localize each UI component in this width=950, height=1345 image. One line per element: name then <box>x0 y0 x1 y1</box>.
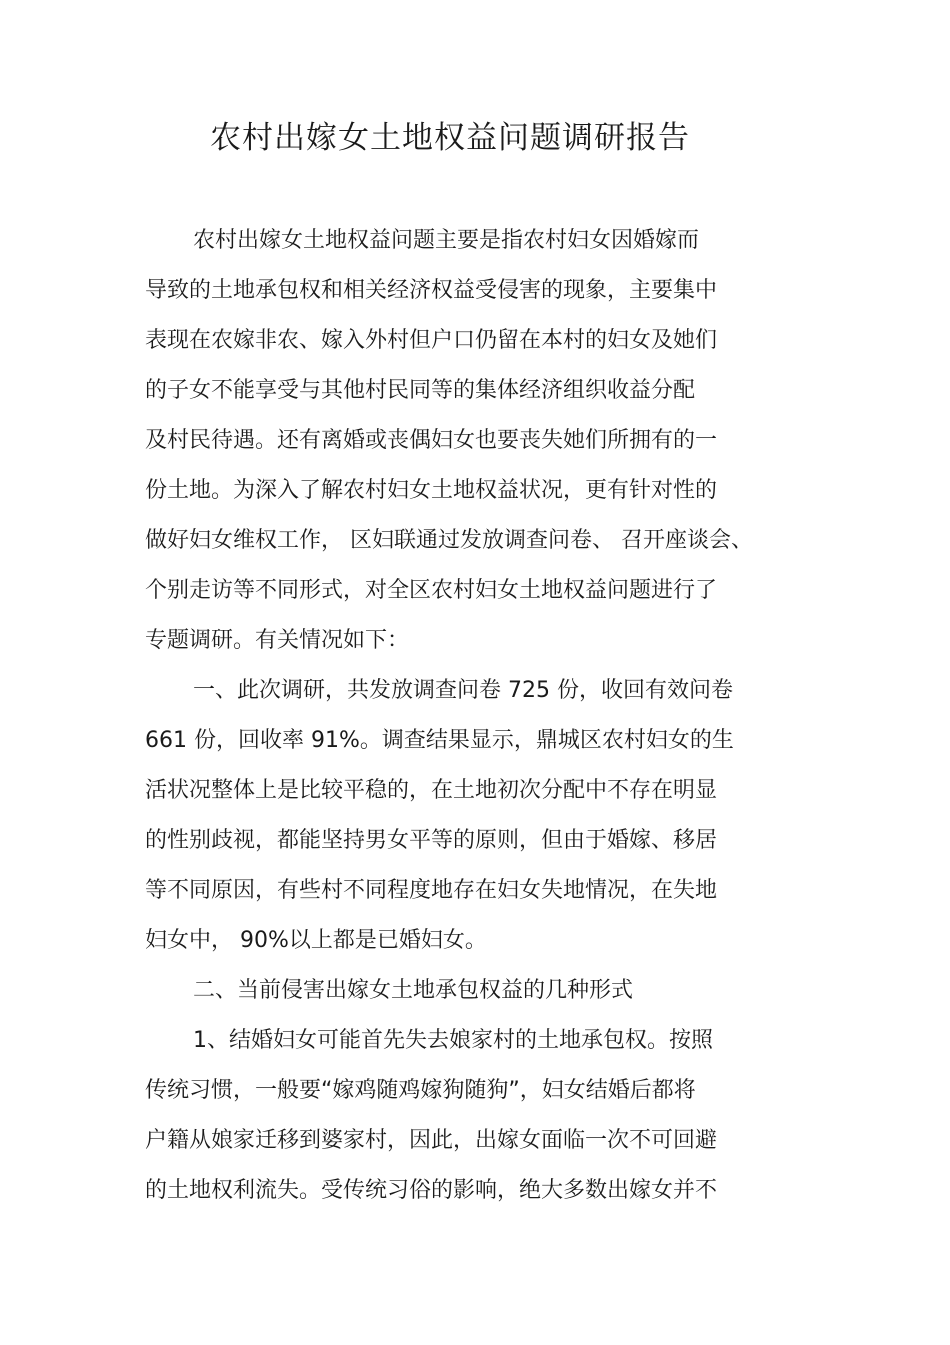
paragraph-line: 的子女不能享受与其他村民同等的集体经济组织收益分配 <box>145 378 696 403</box>
paragraph-line: 导致的土地承包权和相关经济权益受侵害的现象，主要集中 <box>145 278 718 303</box>
paragraph-line: 传统习惯，一般要“嫁鸡随鸡嫁狗随狗”，妇女结婚后都将 <box>145 1078 696 1103</box>
paragraph-line: 个别走访等不同形式，对全区农村妇女土地权益问题进行了 <box>145 578 718 603</box>
paragraph-line: 农村出嫁女土地权益问题主要是指农村妇女因婚嫁而 <box>193 228 700 253</box>
paragraph-line: 1、结婚妇女可能首先失去娘家村的土地承包权。按照 <box>193 1028 713 1053</box>
document-title: 农村出嫁女土地权益问题调研报告 <box>210 120 690 156</box>
paragraph-line: 做好妇女维权工作， 区妇联通过发放调查问卷、 召开座谈会、 <box>145 528 753 553</box>
paragraph-line: 的性别歧视，都能坚持男女平等的原则，但由于婚嫁、移居 <box>145 828 718 853</box>
paragraph-line: 表现在农嫁非农、嫁入外村但户口仍留在本村的妇女及她们 <box>145 328 718 353</box>
paragraph-line: 户籍从娘家迁移到婆家村，因此，出嫁女面临一次不可回避 <box>145 1128 718 1153</box>
paragraph-line: 活状况整体上是比较平稳的，在土地初次分配中不存在明显 <box>145 778 718 803</box>
section-heading: 二、当前侵害出嫁女土地承包权益的几种形式 <box>193 978 634 1003</box>
paragraph-line: 及村民待遇。还有离婚或丧偶妇女也要丧失她们所拥有的一 <box>145 428 718 453</box>
paragraph-line: 妇女中， 90%以上都是已婚妇女。 <box>145 928 487 953</box>
paragraph-line: 一、此次调研，共发放调查问卷 725 份，收回有效问卷 <box>193 678 733 703</box>
paragraph-line: 661 份，回收率 91%。调查结果显示，鼎城区农村妇女的生 <box>145 728 734 753</box>
paragraph-line: 等不同原因，有些村不同程度地存在妇女失地情况，在失地 <box>145 878 718 903</box>
paragraph-line: 专题调研。有关情况如下： <box>145 628 410 653</box>
paragraph-line: 的土地权利流失。受传统习俗的影响，绝大多数出嫁女并不 <box>145 1178 718 1203</box>
paragraph-line: 份土地。为深入了解农村妇女土地权益状况，更有针对性的 <box>145 478 718 503</box>
